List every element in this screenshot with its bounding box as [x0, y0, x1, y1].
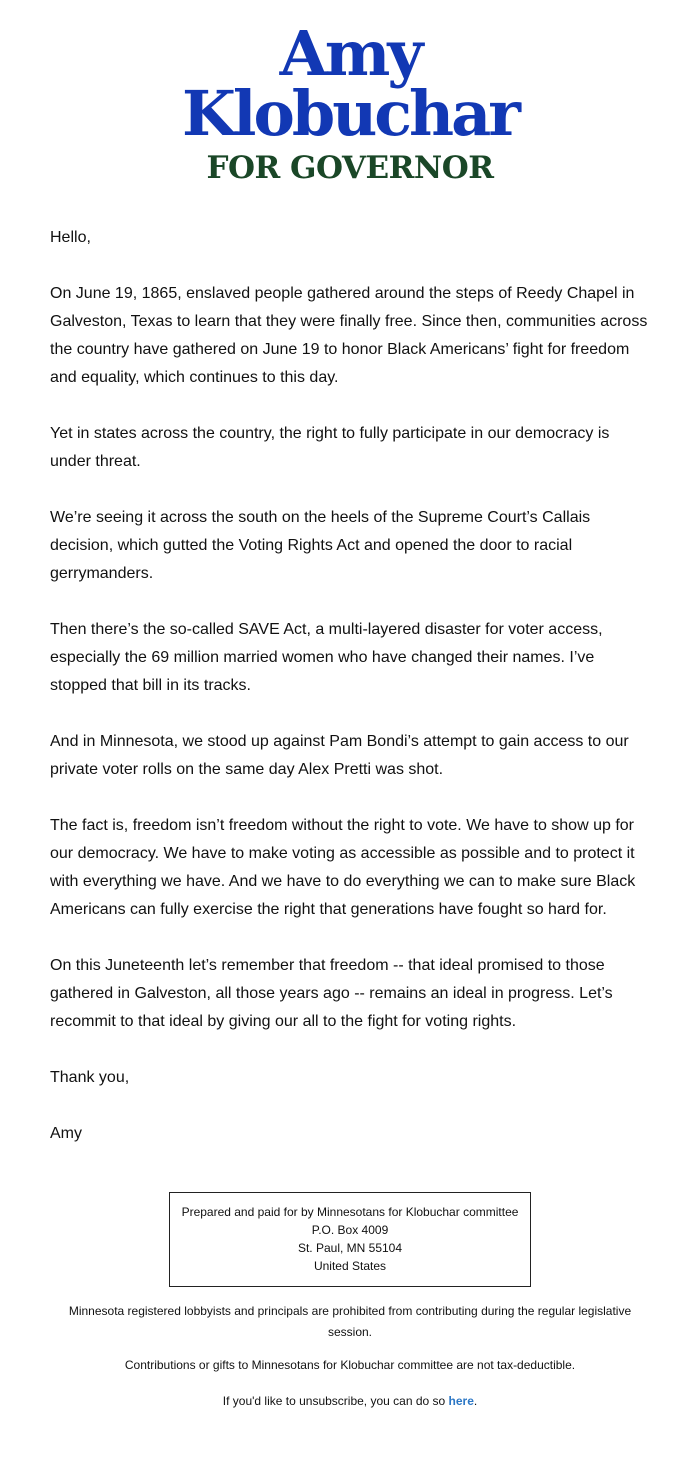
letter-closing: Thank you,: [50, 1069, 130, 1086]
paid-for-disclaimer: [169, 1192, 531, 1287]
unsubscribe-link[interactable]: here: [448, 1394, 474, 1408]
disclaimer-city: St. Paul, MN 55104: [297, 1241, 403, 1255]
tax-note: Contributions or gifts to Minnesotans for Klobuchar committee are not tax-deductible.: [124, 1358, 576, 1372]
campaign-logo: [0, 0, 700, 188]
unsubscribe-text: If you'd like to unsubscribe, you can do so: [222, 1394, 449, 1408]
logo-last-name: Klobuchar: [182, 77, 518, 150]
letter-greeting: Hello,: [50, 229, 91, 246]
disclaimer-country: United States: [313, 1259, 387, 1273]
unsubscribe-period: .: [473, 1394, 478, 1408]
letter-paragraph: And in Minnesota, we stood up against Pam Bondi’s attempt to gain access to our private voter rolls on the same day Alex Pretti was shot.: [50, 733, 629, 778]
logo-first-name: Amy: [279, 17, 421, 90]
letter-paragraph: Yet in states across the country, the right to fully participate in our democracy is under threat.: [50, 425, 610, 470]
letter-paragraph: Then there’s the so-called SAVE Act, a multi-layered disaster for voter access, especially the 69 million married women who have changed their names. I’ve stopped that bill in its tracks.: [50, 621, 603, 694]
unsubscribe-note: [60, 1391, 640, 1412]
letter-signature: Amy: [50, 1125, 82, 1142]
letter-paragraph: On this Juneteenth let’s remember that freedom -- that ideal promised to those gathered in Galveston, all those years ago -- remains an ideal in progress. Let’s recommit to that ideal by giving our all to the fight for voting rights.: [50, 957, 613, 1030]
letter-paragraph: We’re seeing it across the south on the heels of the Supreme Court’s Callais decision, which gutted the Voting Rights Act and opened the door to racial gerrymanders.: [50, 509, 591, 582]
letter-paragraph: The fact is, freedom isn’t freedom without the right to vote. We have to show up for our democracy. We have to make voting as accessible as possible and to protect it with everything we have. And we have to do everything we can to make sure Black Americans can fully exercise the right that generations have fought so hard for.: [50, 817, 636, 918]
logo-tagline: FOR GOVERNOR: [206, 150, 494, 186]
lobbyist-note: Minnesota registered lobbyists and principals are prohibited from contributing during the regular legislative session.: [68, 1304, 632, 1339]
disclaimer-po-box: P.O. Box 4009: [311, 1223, 389, 1237]
letter-body: [50, 224, 650, 1148]
disclaimer-committee: Prepared and paid for by Minnesotans for Klobuchar committee: [181, 1205, 519, 1219]
letter-paragraph: On June 19, 1865, enslaved people gathered around the steps of Reedy Chapel in Galveston, Texas to learn that they were finally free. Since then, communities across the country have gathered on June 19 to honor Black Americans’ fight for freedom and equality, which continues to this day.: [50, 285, 648, 386]
